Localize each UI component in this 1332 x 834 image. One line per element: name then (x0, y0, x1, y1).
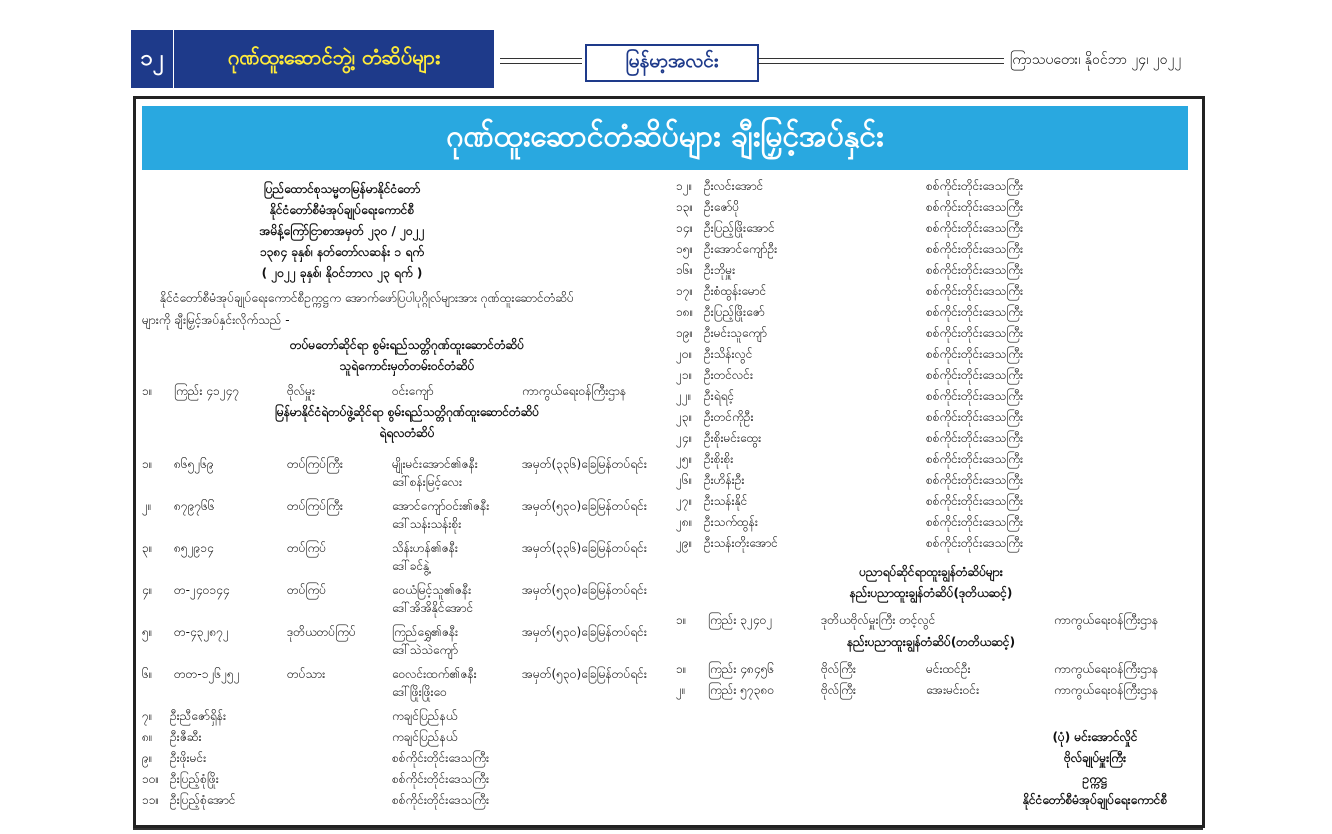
region: စစ်ကိုင်းတိုင်းဒေသကြီး (926, 326, 1024, 340)
recipient-name: ဦးပြည့်ဖြိုးဇော် (704, 305, 765, 319)
recipient-name: ဝင်းကျော် (392, 384, 434, 398)
civilian-row (676, 262, 1076, 280)
row-number: ၁။ (676, 662, 687, 676)
service-id: ကြည်း ၄၁၂၄၇ (174, 384, 240, 398)
rank: တပ်ကြပ်ကြီး (287, 499, 343, 513)
table-row-continued (142, 558, 682, 576)
recipient-name: မျိုးမင်းအောင်၏ဇနီး (392, 457, 478, 471)
civilian-row (676, 367, 1076, 385)
row-number: ၁၁။ (142, 793, 160, 807)
row-number: ၁၂။ (676, 179, 693, 193)
recipient-name: ဦးသန်းနိုင် (704, 494, 748, 508)
region: စစ်ကိုင်းတိုင်းဒေသကြီး (926, 473, 1024, 487)
row-number: ၉။ (142, 751, 153, 765)
subsection-heading: ရဲရလတံဆိပ် (379, 426, 435, 440)
civilian-row (676, 409, 1076, 427)
civilian-row (676, 346, 1076, 364)
recipient-name: ဦးပြည့်စုံအောင် (170, 793, 236, 807)
recipient-name: ဦးစိုးမင်းထွေး (704, 431, 762, 445)
table-row (142, 540, 682, 558)
civilian-row (676, 283, 1076, 301)
subsection-heading: ပညာရပ်ဆိုင်ရာထူးချွန်တံဆိပ်များ (859, 565, 1003, 579)
spouse-name: ဒေါ်ဖြိုးဖြိုးဝေ (392, 685, 447, 699)
unit: အမှတ်(၃၃၆)ခြေမြန်တပ်ရင်း (522, 457, 647, 471)
row-number: ၂၆။ (676, 473, 693, 487)
table-row (142, 498, 682, 516)
table-row (142, 456, 682, 474)
region: စစ်ကိုင်းတိုင်းဒေသကြီး (926, 221, 1024, 235)
row-number: ၁၅။ (676, 242, 694, 256)
recipient-name: ဦးဟိန်းဦး (704, 473, 745, 487)
region: စစ်ကိုင်းတိုင်းဒေသကြီး (926, 410, 1024, 424)
page-header (0, 0, 1332, 90)
row-number: ၂၇။ (676, 494, 693, 508)
row-number: ၂၄။ (676, 431, 693, 445)
recipient-name: သိန်းဟန်၏ဇနီး (392, 541, 458, 555)
region: ကချင်ပြည်နယ် (392, 709, 458, 723)
row-number: ၁၆။ (676, 263, 694, 277)
row-number: ၁။ (676, 613, 687, 627)
section-title: ဂုဏ်ထူးဆောင်ဘွဲ့၊ တံဆိပ်များ (174, 30, 494, 88)
recipient-name: ဦးလင်းအောင် (704, 179, 764, 193)
rank: ဗိုလ်မှူး (287, 384, 316, 398)
recipient-name: ဦးညီဇော်ရှိန်း (170, 709, 227, 723)
newspaper-name: မြန်မာ့အလင်း (585, 44, 759, 82)
row-number: ၈။ (142, 730, 153, 744)
recipient-name: ဦးပြည့်စုံဖြိုး (170, 772, 219, 786)
rank: တပ်ကြပ် (287, 541, 327, 555)
intro-text: နိုင်ငံတော်စီမံအုပ်ချုပ်ရေးကောင်စီဥက္ကဋ္ဌက အောက်ဖော်ပြပါပုဂ္ဂိုလ်များအား ဂုဏ်ထူးဆောင်တံဆိပ် (160, 291, 574, 305)
header-rule-right (758, 58, 1004, 64)
intro-text: များကို ချီးမြှင့်အပ်နှင်းလိုက်သည် - (142, 313, 290, 327)
civilian-row (676, 178, 1076, 196)
row-number: ၄။ (142, 583, 153, 597)
row-number: ၃။ (142, 541, 153, 555)
region: စစ်ကိုင်းတိုင်းဒေသကြီး (926, 389, 1024, 403)
table-row (676, 661, 1186, 679)
region: စစ်ကိုင်းတိုင်းဒေသကြီး (926, 284, 1024, 298)
page-number: ၁၂ (131, 30, 173, 88)
recipient-name: ဦးဘိုမှူး (704, 263, 736, 277)
subsection-heading: သူရဲကောင်းမှတ်တမ်းဝင်တံဆိပ် (339, 359, 475, 373)
recipient-name: ဦးတင်လင်း (704, 368, 753, 382)
region: စစ်ကိုင်းတိုင်းဒေသကြီး (926, 515, 1024, 529)
subsection-heading: နည်းပညာထူးချွန်တံဆိပ်(ဒုတိယဆင့်) (849, 586, 1013, 600)
civilian-row (142, 750, 542, 768)
region: စစ်ကိုင်းတိုင်းဒေသကြီး (392, 793, 490, 807)
recipient-name: ဦးသန်းတိုးအောင် (704, 536, 778, 550)
recipient-name: ဦးစံထွန်းမောင် (704, 284, 767, 298)
order-heading-line: နိုင်ငံတော်စီမံအုပ်ချုပ်ရေးကောင်စီ (269, 203, 415, 217)
rank: တပ်ကြပ်ကြီး (287, 457, 343, 471)
unit: ကာကွယ်ရေးဝန်ကြီးဌာန (1054, 683, 1159, 697)
civilian-row (676, 514, 1076, 532)
subsection-heading: မြန်မာနိုင်ငံရဲတပ်ဖွဲ့ဆိုင်ရာ စွမ်းရည်သတ္တိဂုဏ်ထူးဆောင်တံဆိပ် (274, 405, 540, 419)
civilian-row (142, 792, 542, 810)
recipient-name: ဦးစိုးစိုး (704, 452, 734, 466)
signature-line: ဗိုလ်ချုပ်မှူးကြီး (1063, 751, 1127, 765)
region: စစ်ကိုင်းတိုင်းဒေသကြီး (926, 368, 1024, 382)
spouse-name: ဒေါ်သန်းသန်းစိုး (392, 517, 462, 531)
recipient-name: ဦးရဲရင့် (704, 389, 735, 403)
signature-line: ဥက္ကဋ္ဌ (1082, 772, 1108, 786)
row-number: ၁၃။ (676, 200, 694, 214)
recipient-name: ဝေယံမြင့်သူ၏ဇနီး (392, 583, 472, 597)
service-id: ၈၇၉၇၆၆ (174, 499, 215, 513)
service-id: တ-၂၄၀၁၄၄ (174, 583, 230, 597)
bottom-rule (133, 828, 1203, 830)
rank: ဒုတိယတပ်ကြပ် (287, 625, 356, 639)
recipient-name: ဦးသိန်းလွင် (704, 347, 753, 361)
region: စစ်ကိုင်းတိုင်းဒေသကြီး (926, 494, 1024, 508)
region: စစ်ကိုင်းတိုင်းဒေသကြီး (926, 305, 1024, 319)
recipient-name: ဦးအောင်ကျော်ဦး (704, 242, 778, 256)
row-number: ၂၁။ (676, 368, 693, 382)
rank: ဗိုလ်ကြီး (821, 683, 856, 697)
row-number: ၁။ (142, 457, 153, 471)
service-id: ၈၆၅၂၆၉ (174, 457, 214, 471)
civilian-row (676, 430, 1076, 448)
table-row (676, 682, 1186, 700)
order-heading-line: ၁၃၈၄ ခုနှစ်၊ နတ်တော်လဆန်း ၁ ရက် (260, 245, 424, 259)
service-id: ကြည်း ၄၈၄၅၆ (708, 662, 775, 676)
signature-line: (ပုံ) မင်းအောင်လှိုင် (1052, 730, 1138, 744)
order-heading-line: ( ၂၀၂၂ ခုနှစ်၊ နိုဝင်ဘာလ ၂၃ ရက် ) (261, 266, 423, 280)
civilian-row (676, 535, 1076, 553)
recipient-name: ဦးဖိုးမင်း (170, 751, 207, 765)
civilian-row (142, 708, 542, 726)
region: စစ်ကိုင်းတိုင်းဒေသကြီး (926, 431, 1024, 445)
row-number: ၁၄။ (676, 221, 694, 235)
row-number: ၂၉။ (676, 536, 693, 550)
civilian-row (142, 771, 542, 789)
row-number: ၂၅။ (676, 452, 693, 466)
unit: အမှတ်(၅၃၀)ခြေမြန်တပ်ရင်း (522, 625, 647, 639)
spouse-name: ဒေါ်အိအိနိုင်အောင် (392, 601, 474, 615)
row-number: ၁၉။ (676, 326, 694, 340)
row-number: ၂၀။ (676, 347, 693, 361)
signature-line: နိုင်ငံတော်စီမံအုပ်ချုပ်ရေးကောင်စီ (1022, 793, 1168, 807)
order-heading-line: ပြည်ထောင်စုသမ္မတမြန်မာနိုင်ငံတော် (263, 182, 421, 196)
rank: တပ်ကြပ် (287, 583, 327, 597)
row-number: ၂။ (676, 683, 686, 697)
row-number: ၅။ (142, 625, 153, 639)
service-id: ၈၅၂၉၁၄ (174, 541, 214, 555)
table-row-continued (142, 642, 682, 660)
spouse-name: ဒေါ်စန်းမြင့်လေး (392, 475, 463, 489)
civilian-row (676, 493, 1076, 511)
recipient-name: မင်းထင်ဦး (926, 662, 971, 676)
unit: အမှတ်(၅၃၀)ခြေမြန်တပ်ရင်း (522, 667, 647, 681)
unit: အမှတ်(၅၃၀)ခြေမြန်တပ်ရင်း (522, 583, 647, 597)
subsection-heading: နည်းပညာထူးချွန်တံဆိပ်(တတိယဆင့်) (846, 635, 1016, 649)
region: စစ်ကိုင်းတိုင်းဒေသကြီး (392, 751, 490, 765)
row-number: ၂၃။ (676, 410, 693, 424)
article-banner: ဂုဏ်ထူးဆောင်တံဆိပ်များ ချီးမြှင့်အပ်နှင်း (142, 106, 1188, 170)
recipient-name: ဦးဇော်ပို (704, 200, 740, 214)
recipient-name: ဦးပြည့်ဖြိုးအောင် (704, 221, 775, 235)
row-number: ၁၇။ (676, 284, 694, 298)
unit: အမှတ်(၃၃၆)ခြေမြန်တပ်ရင်း (522, 541, 647, 555)
recipient-name: ဝေလင်းထက်၏ဇနီး (392, 667, 477, 681)
table-row (142, 666, 682, 684)
civilian-row (676, 325, 1076, 343)
table-row-continued (142, 684, 682, 702)
unit: ကာကွယ်ရေးဝန်ကြီးဌာန (522, 384, 627, 398)
row-number: ၁။ (142, 384, 153, 398)
table-row-continued (142, 600, 682, 618)
spouse-name: ဒေါ်ခင်နွဲ့ (392, 559, 430, 573)
civilian-row (676, 304, 1076, 322)
service-id: တတ-၁၂၆၂၅၂ (174, 667, 240, 681)
civilian-row (676, 472, 1076, 490)
civilian-row (676, 199, 1076, 217)
unit: ကာကွယ်ရေးဝန်ကြီးဌာန (1054, 613, 1159, 627)
region: စစ်ကိုင်းတိုင်းဒေသကြီး (926, 200, 1024, 214)
region: စစ်ကိုင်းတိုင်းဒေသကြီး (926, 179, 1024, 193)
row-number: ၁၈။ (676, 305, 694, 319)
service-id: ကြည်း ၃၂၄၀၂ (708, 613, 773, 627)
row-number: ၂။ (142, 499, 152, 513)
region: စစ်ကိုင်းတိုင်းဒေသကြီး (926, 452, 1024, 466)
civilian-row (676, 241, 1076, 259)
civilian-row (676, 388, 1076, 406)
row-number: ၂၂။ (676, 389, 692, 403)
issue-date: ကြာသပတေး၊ နိုဝင်ဘာ ၂၄၊ ၂၀၂၂ (1010, 52, 1182, 68)
rank: ဗိုလ်ကြီး (821, 662, 856, 676)
recipient-name: အောင်ကျော်ဝင်း၏ဇနီး (392, 499, 490, 513)
region: စစ်ကိုင်းတိုင်းဒေသကြီး (392, 772, 490, 786)
table-row (142, 383, 682, 401)
recipient-name: ဦးတင်ကိုဦး (704, 410, 754, 424)
recipient-name: ကြည်ရွှေ၏ဇနီး (392, 625, 459, 639)
rank: တပ်သား (287, 667, 326, 681)
civilian-row (676, 220, 1076, 238)
order-heading-line: အမိန့်ကြော်ငြာစာအမှတ် ၂၃၀ / ၂၀၂၂ (259, 224, 425, 238)
subsection-heading: တပ်မတော်ဆိုင်ရာ စွမ်းရည်သတ္တိဂုဏ်ထူးဆောင်တံဆိပ် (289, 338, 525, 352)
row-number: ၆။ (142, 667, 153, 681)
unit: ကာကွယ်ရေးဝန်ကြီးဌာန (1054, 662, 1159, 676)
table-row (676, 612, 1186, 630)
header-rule-left (500, 58, 582, 64)
rank-and-name: ဒုတိယဗိုလ်မှူးကြီး တင့်လွင် (821, 613, 936, 627)
recipient-name: ဦးမင်းသူကျော် (704, 326, 767, 340)
table-row (142, 624, 682, 642)
recipient-name: ဦးဇီဆီး (170, 730, 202, 744)
recipient-name: ဦးသက်ထွန်း (704, 515, 758, 529)
table-row-continued (142, 474, 682, 492)
service-id: ကြည်း ၅၇၃၈၀ (708, 683, 775, 697)
region: စစ်ကိုင်းတိုင်းဒေသကြီး (926, 536, 1024, 550)
recipient-name: အေးမင်းဝင်း (926, 683, 980, 697)
region: စစ်ကိုင်းတိုင်းဒေသကြီး (926, 263, 1024, 277)
row-number: ၇။ (142, 709, 153, 723)
row-number: ၁၀။ (142, 772, 160, 786)
region: ကချင်ပြည်နယ် (392, 730, 458, 744)
civilian-row (676, 451, 1076, 469)
row-number: ၂၈။ (676, 515, 693, 529)
table-row (142, 582, 682, 600)
civilian-row (142, 729, 542, 747)
spouse-name: ဒေါ်သဲသဲကျော် (392, 643, 459, 657)
service-id: တ-၄၃၂၈၇၂ (174, 625, 229, 639)
unit: အမှတ်(၅၃၀)ခြေမြန်တပ်ရင်း (522, 499, 647, 513)
table-row-continued (142, 516, 682, 534)
region: စစ်ကိုင်းတိုင်းဒေသကြီး (926, 347, 1024, 361)
region: စစ်ကိုင်းတိုင်းဒေသကြီး (926, 242, 1024, 256)
